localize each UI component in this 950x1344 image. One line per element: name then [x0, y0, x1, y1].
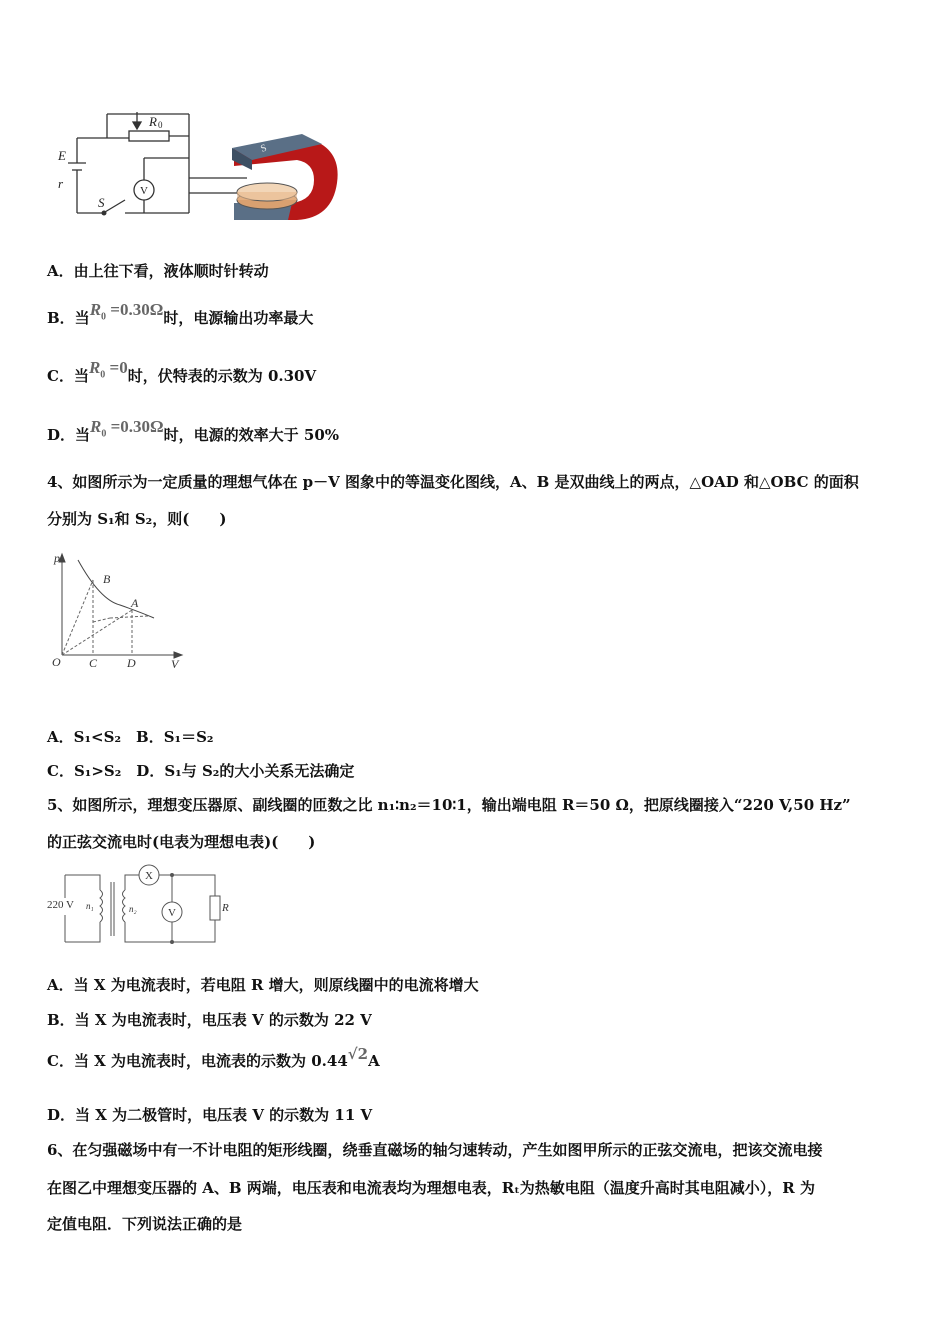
n1-label: n₁: [86, 901, 94, 911]
circuit-magnet-figure: [52, 108, 352, 228]
q4-question-line2: 分别为 S₁和 S₂，则( ): [47, 510, 227, 528]
q6-question-line2: 在图乙中理想变压器的 A、B 两端，电压表和电流表均为理想电表，Rₜ为热敏电阻（温度升高时其电阻减小），R 为: [47, 1179, 815, 1197]
axis-p-label: p: [54, 551, 60, 565]
source-label: 220 V: [47, 899, 74, 911]
q6-question-line3: 定值电阻．下列说法正确的是: [47, 1215, 243, 1233]
magnet-s-label: S: [259, 142, 269, 155]
r0-sub-label: 0: [158, 120, 163, 130]
q4-options-ab: A．S₁<S₂ B．S₁＝S₂: [47, 728, 214, 746]
q3-option-a: A．由上往下看，液体顺时针转动: [47, 262, 269, 280]
point-a-label: A: [131, 596, 139, 610]
q3-option-c: C．当$R_0 =0$时，伏特表的示数为 0.30V: [47, 358, 317, 385]
point-b-label: B: [103, 572, 111, 586]
emf-label: E: [58, 148, 66, 163]
origin-label: O: [52, 655, 61, 669]
point-d-label: D: [127, 656, 136, 670]
q5-question-line1: 5、如图所示，理想变压器原、副线圈的匝数之比 n₁∶n₂＝10∶1，输出端电阻 R＝50 Ω，把原线圈接入“220 V,50 Hz”: [47, 796, 851, 814]
axis-v-label: V: [171, 657, 179, 671]
transformer-circuit: [45, 860, 235, 950]
q3-option-b: B．当$R_0 =0.30\Omega$时，电源输出功率最大: [47, 300, 314, 327]
switch-label: S: [98, 195, 105, 210]
internal-r-label: r: [58, 176, 64, 191]
q3-option-d: D．当$R_0 =0.30\Omega$时，电源的效率大于 50%: [47, 417, 340, 444]
n2-label: n₂: [129, 904, 137, 914]
r0-label: R: [149, 114, 157, 129]
resistor-label: R: [222, 902, 229, 914]
v-meter-label: V: [168, 907, 176, 919]
q5-option-c: C．当 X 为电流表时，电流表的示数为 0.44√2A: [47, 1045, 380, 1070]
q5-option-a: A．当 X 为电流表时，若电阻 R 增大，则原线圈中的电流将增大: [47, 976, 479, 994]
q6-question-line1: 6、在匀强磁场中有一不计电阻的矩形线圈，绕垂直磁场的轴匀速转动，产生如图甲所示的正弦交流电，把该交流电接: [47, 1141, 823, 1159]
q5-option-b: B．当 X 为电流表时，电压表 V 的示数为 22 V: [47, 1011, 372, 1029]
x-meter-label: X: [145, 870, 153, 882]
q5-option-d: D．当 X 为二极管时，电压表 V 的示数为 11 V: [47, 1106, 373, 1124]
q4-question-line1: 4、如图所示为一定质量的理想气体在 p－V 图象中的等温变化图线，A、B 是双曲线上的两点，△OAD 和△OBC 的面积: [47, 473, 859, 491]
point-c-label: C: [89, 656, 98, 670]
q4-options-cd: C．S₁>S₂ D．S₁与 S₂的大小关系无法确定: [47, 762, 355, 780]
pv-graph: [50, 550, 190, 675]
q5-question-line2: 的正弦交流电时(电表为理想电表)( ): [47, 833, 316, 851]
voltmeter-label: V: [140, 185, 148, 197]
